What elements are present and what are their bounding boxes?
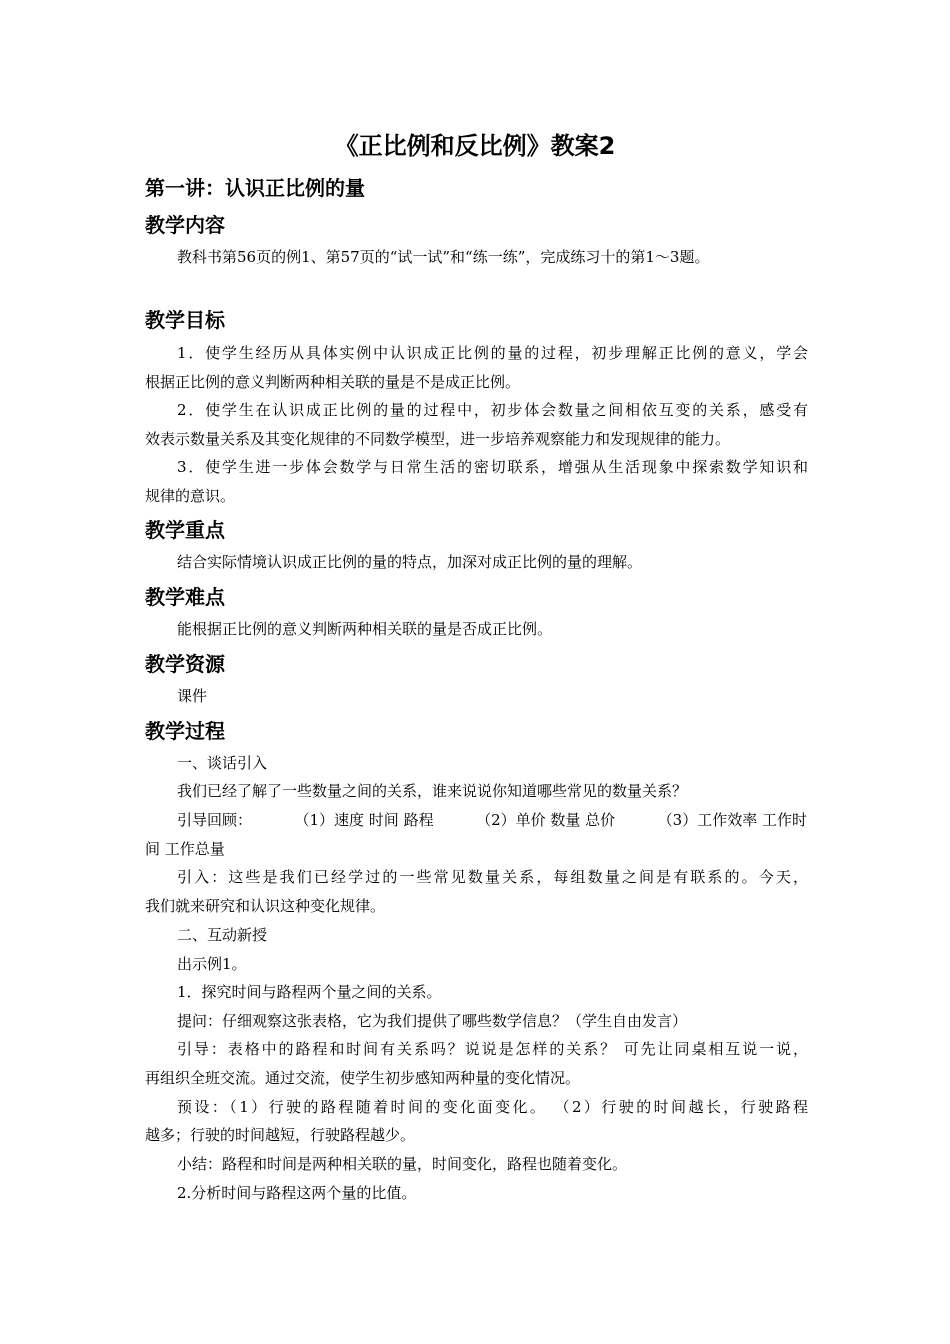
goal2-line2: 效表示数量关系及其变化规律的不同数学模型，进一步培养观察能力和发现规律的能力。 bbox=[145, 430, 731, 448]
heading-content: 教学内容 bbox=[145, 213, 225, 237]
content-text: 教科书第56页的例1、第57页的“试一试”和“练一练”，完成练习十的第1～3题。 bbox=[177, 248, 710, 266]
guide-line2: 再组织全班交流。通过交流，使学生初步感知两种量的变化情况。 bbox=[145, 1069, 581, 1087]
process-p5: 1．探究时间与路程两个量之间的关系。 bbox=[177, 983, 442, 1001]
resources-text: 课件 bbox=[177, 687, 208, 705]
preset-line2: 越多；行驶的时间越短，行驶路程越少。 bbox=[145, 1126, 416, 1144]
review-item-2: （2）单价 数量 总价 bbox=[476, 811, 616, 829]
review-line bbox=[177, 809, 807, 830]
process-p4: 出示例1。 bbox=[177, 955, 247, 973]
heading-difficult: 教学难点 bbox=[145, 585, 225, 609]
intro-line1: 引入：这些是我们已经学过的一些常见数量关系，每组数量之间是有联系的。今天， bbox=[177, 868, 808, 886]
heading-resources: 教学资源 bbox=[145, 652, 225, 676]
review-item-1: （1）速度 时间 路程 bbox=[294, 811, 434, 829]
guide-line1: 引导：表格中的路程和时间有关系吗？说说是怎样的关系？ 可先让同桌相互说一说， bbox=[177, 1040, 808, 1058]
review-item-3: （3）工作效率 工作时 bbox=[657, 811, 807, 829]
goal1-line1: 1．使学生经历从具体实例中认识成正比例的量的过程，初步理解正比例的意义，学会 bbox=[177, 344, 808, 362]
goal2-line1: 2．使学生在认识成正比例的量的过程中，初步体会数量之间相依互变的关系，感受有 bbox=[177, 401, 808, 419]
review-label: 引导回顾： bbox=[177, 811, 253, 829]
goal1-line2: 根据正比例的意义判断两种相关联的量是不是成正比例。 bbox=[145, 373, 521, 391]
review-line2: 间 工作总量 bbox=[145, 840, 225, 858]
difficult-text: 能根据正比例的意义判断两种相关联的量是否成正比例。 bbox=[177, 620, 553, 638]
preset-line1: 预设：（1）行驶的路程随着时间的变化面变化。 （2）行驶的时间越长，行驶路程 bbox=[177, 1098, 808, 1116]
process-p1: 我们已经了解了一些数量之间的关系，谁来说说你知道哪些常见的数量关系？ bbox=[177, 782, 688, 800]
goal3-line1: 3．使学生进一步体会数学与日常生活的密切联系，增强从生活现象中探索数学知识和 bbox=[177, 458, 808, 476]
process-p6: 提问：仔细观察这张表格，它为我们提供了哪些数学信息？（学生自由发言） bbox=[177, 1012, 688, 1030]
section1-title: 一、谈话引入 bbox=[177, 754, 268, 772]
lecture-heading: 第一讲：认识正比例的量 bbox=[145, 176, 365, 200]
document-title: 《正比例和反比例》教案2 bbox=[334, 132, 616, 160]
heading-process: 教学过程 bbox=[145, 719, 225, 743]
heading-key: 教学重点 bbox=[145, 518, 225, 542]
intro-line2: 我们就来研究和认识这种变化规律。 bbox=[145, 897, 386, 915]
goal3-line2: 规律的意识。 bbox=[145, 487, 236, 505]
heading-goals: 教学目标 bbox=[145, 308, 225, 332]
process-p10: 2.分析时间与路程这两个量的比值。 bbox=[177, 1184, 417, 1202]
key-text: 结合实际情境认识成正比例的量的特点，加深对成正比例的量的理解。 bbox=[177, 553, 643, 571]
summary-text: 小结：路程和时间是两种相关联的量，时间变化，路程也随着变化。 bbox=[177, 1155, 628, 1173]
section2-title: 二、互动新授 bbox=[177, 926, 268, 944]
